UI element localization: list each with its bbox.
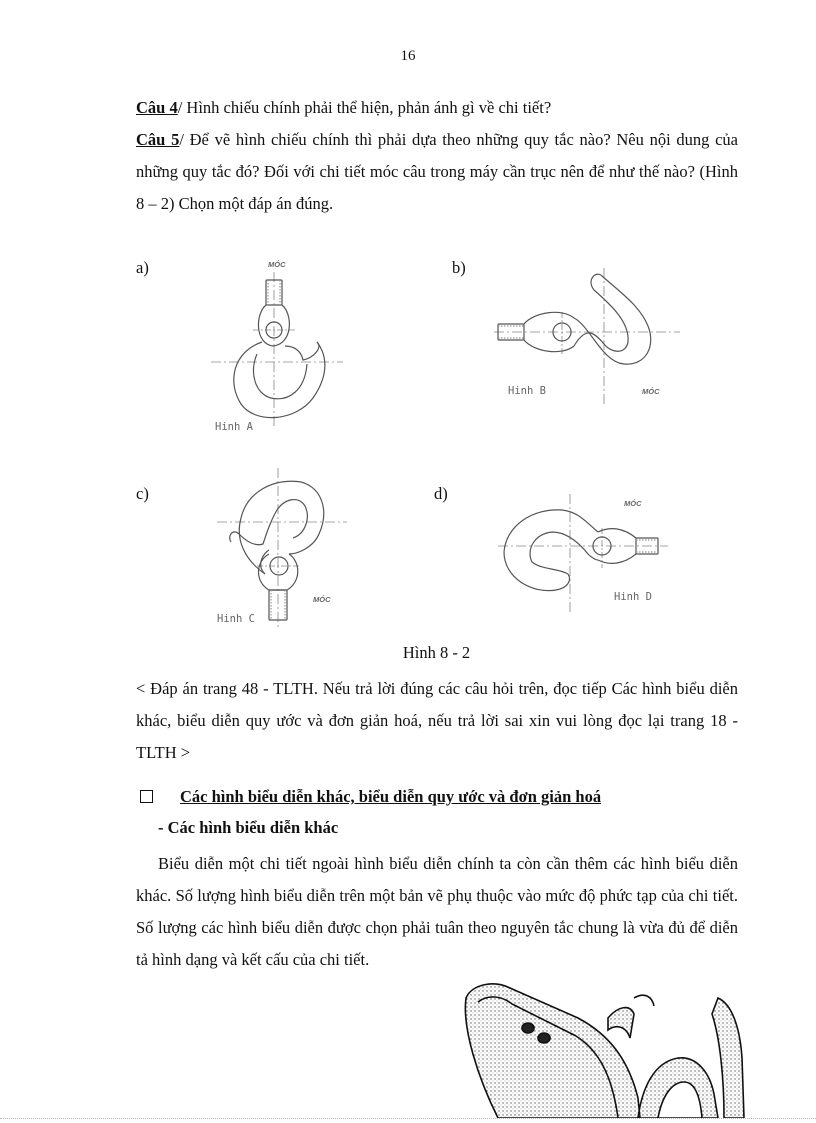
page-number: 16 — [400, 48, 416, 64]
option-d-label: d) — [434, 484, 448, 503]
section-subheading: - Các hình biểu diễn khác — [158, 818, 339, 837]
part-label-b: MÓC — [642, 387, 660, 396]
section-heading: Các hình biểu diễn khác, biểu diễn quy ước và đơn giản hoá — [180, 787, 602, 806]
section-checkbox — [140, 790, 153, 803]
hook-drawing-c — [205, 462, 355, 632]
section-body: Biểu diễn một chi tiết ngoài hình biểu diễn chính ta còn cần thêm các hình biểu diễn khác. Số lượng hình biểu diễn trên một bản vẽ phụ thuộc vào mức độ phức tạp của chi tiết. Số lượng các hình biểu diễn được chọn phải tuân theo nguyên tắc chung là vừa đủ để diễn tả hình dạng và kết cấu của chi tiết. — [136, 854, 738, 969]
hook-drawing-a — [205, 258, 355, 438]
subfigure-label-a: Hinh A — [215, 421, 253, 433]
hook-drawing-d — [492, 490, 672, 620]
part-label-c: MÓC — [313, 595, 331, 604]
question-5 — [136, 124, 738, 220]
page-bottom-rule — [0, 1118, 816, 1119]
answer-note: < Đáp án trang 48 - TLTH. Nếu trả lời đúng các câu hỏi trên, đọc tiếp Các hình biểu diễn khác, biểu diễn quy ước và đơn giản hoá, nếu trả lời sai xin vui lòng đọc lại trang 18 - TLTH > — [136, 679, 738, 762]
question-4-label: Câu 4 — [136, 98, 178, 117]
question-5-text: / Để vẽ hình chiếu chính thì phải dựa theo những quy tắc nào? Nêu nội dung của những quy tắc đó? Đối với chi tiết móc câu trong máy cần trục nên để như thế nào? (Hình 8 – 2) Chọn một đáp án đúng. — [136, 130, 739, 213]
figure-caption: Hình 8 - 2 — [402, 643, 471, 662]
part-label-d: MÓC — [624, 499, 642, 508]
subfigure-label-b: Hinh B — [508, 385, 546, 397]
subfigure-label-d: Hinh D — [614, 591, 652, 603]
bracket-illustration — [458, 978, 748, 1118]
option-b-label: b) — [452, 258, 466, 277]
option-a-label: a) — [136, 258, 149, 277]
question-5-label: Câu 5 — [136, 130, 180, 149]
part-label-a: MÓC — [268, 260, 286, 269]
option-c-label: c) — [136, 484, 149, 503]
question-4 — [136, 92, 738, 124]
subfigure-label-c: Hinh C — [217, 613, 255, 625]
question-4-text: / Hình chiếu chính phải thể hiện, phản ánh gì về chi tiết? — [177, 98, 552, 117]
hook-drawing-b — [490, 262, 690, 412]
